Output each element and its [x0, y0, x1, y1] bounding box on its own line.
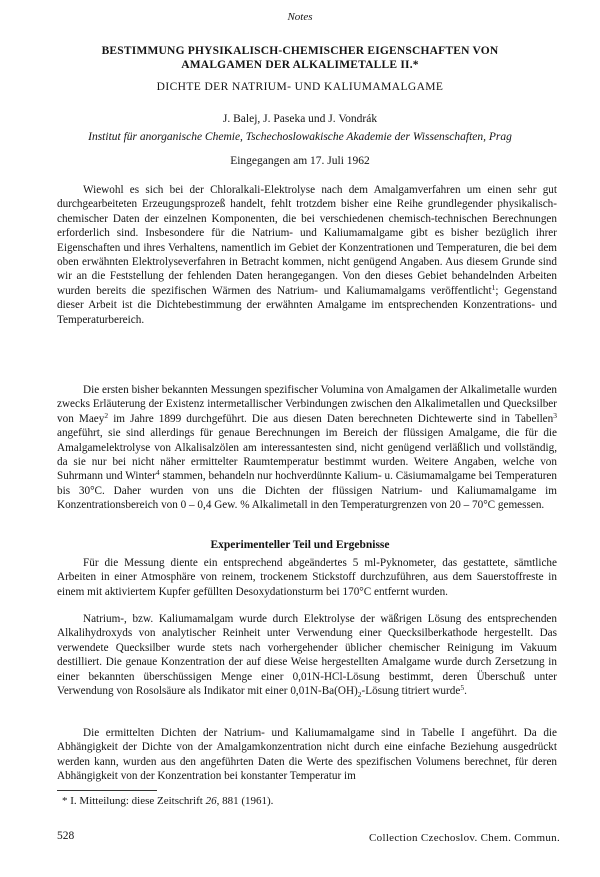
- paragraph-4: [57, 612, 557, 703]
- paragraph-2-text-b: im Jahre 1899 durchgeführt. Die aus diesen Daten berechneten Dichtewerte sind in Tabellen: [108, 412, 554, 425]
- footnote: [62, 795, 542, 807]
- paragraph-4-text-a: Natrium-, bzw. Kaliumamalgam wurde durch Elektrolyse der wäßrigen Lösung des entsprechenden Alkalihydroxyds von analytischer Reinheit unter Verwendung einer Quecksilberkathode hergestellt. Das verwendete Quecksilber wurde stets nach vorhergehender üblicher chemischer Reinigung im Vakuum destilliert. Die genaue Konzentration der auf diese Weise hergestellten Amalgame wurde durch Zersetzung in einer bekannten überschüssigen Menge einer 0,01N-HCl-Lösung bestimmt, deren Überschuß unter Verwendung von Rosolsäure als Indikator mit einer 0,01N-Ba(OH): [57, 613, 557, 698]
- reference-4: 4: [155, 468, 160, 478]
- paragraph-2-text-c: angeführt, sie sind allerdings für genaue Berechnungen im Bereich der flüssigen Amalgame, die für die Amalgamelektrolyse von Alkalisalzölen am interessantesten sind, nicht genügend verläßlich und vollständig, da sie nur bei nicht näher ermittelter Raumtemperatur bestimmt wurden. Weitere Angaben, welche von Suhrmann und Winter: [57, 427, 557, 483]
- title-line-1: BESTIMMUNG PHYSIKALISCH-CHEMISCHER EIGENSCHAFTEN VON: [101, 45, 499, 57]
- subtitle: DICHTE DER NATRIUM- UND KALIUMAMALGAME: [156, 81, 444, 93]
- institute: Institut für anorganische Chemie, Tschechoslowakische Akademie der Wissenschaften, Prag: [88, 131, 512, 143]
- page-number: 528: [57, 830, 75, 842]
- running-head: Notes: [287, 11, 313, 23]
- footnote-prefix: * I. Mitteilung: diese Zeitschrift: [62, 795, 206, 807]
- authors: J. Balej, J. Paseka und J. Vondrák: [222, 113, 378, 125]
- reference-3: 3: [553, 410, 557, 420]
- paragraph-1: [57, 183, 557, 327]
- reference-5: 5: [460, 683, 465, 693]
- journal-name: Collection Czechoslov. Chem. Commun.: [369, 832, 560, 844]
- title-line-2: AMALGAMEN DER ALKALIMETALLE II.*: [181, 59, 419, 71]
- received-date: Eingegangen am 17. Juli 1962: [230, 155, 370, 167]
- paragraph-1-text: Wiewohl es sich bei der Chloralkali-Elektrolyse nach dem Amalgamverfahren um einen sehr gut durchgearbeiteten Erzeugungsprozeß handelt, fehlt trotzdem bisher eine Reihe grundlegender physikalisch-chemischer Daten der einzelnen Komponenten, die bei verschiedenen chemisch-technischen Berechnungen erforderlich sind. Insbesondere für die Natrium- und Kaliumamalgame gibt es bisher bezüglich ihrer Eigenschaften und ihres Verhaltens, namentlich im Gebiet der Konzentrationen und Temperaturen, die bei dem oben erwähnten Elektrolyseverfahren in Betracht kommen, nicht genügend Angaben. Aus diesem Grunde sind wir an die Feststellung der fehlenden Daten herangegangen. Von den dieses Gebiet behandelnden Arbeiten wurden bereits die spezifischen Wärmen des Natrium- und Kaliumamalgams veröffentlicht: [57, 184, 557, 297]
- section-heading: Experimenteller Teil und Ergebnisse: [210, 539, 390, 551]
- paragraph-2: [57, 383, 557, 513]
- footnote-rest: , 881 (1961).: [216, 795, 274, 807]
- subscript-2: 2: [357, 690, 362, 700]
- paragraph-4-text-c: .: [464, 685, 467, 698]
- footnote-volume: 26: [205, 795, 217, 807]
- paragraph-5-text: Die ermittelten Dichten der Natrium- und Kaliumamalgame sind in Tabelle I angeführt. Da die Abhängigkeit der Dichte von der Amalgamkonzentration nicht durch eine einfache Beziehung ausgedrückt werden kann, wurden aus den angeführten Daten die Werte des spezifischen Volumens berechnet, für deren Abhängigkeit von der Konzentration bei konstanter Temperatur im: [57, 727, 557, 783]
- paragraph-3-text: Für die Messung diente ein entsprechend abgeändertes 5 ml-Pyknometer, das gestattete, sämtliche Arbeiten in einer Atmosphäre von reinem, trockenem Stickstoff durchzuführen, aus dem Sauerstoffreste in einem mit aktiviertem Kupfer gefüllten Desoxydationsturm bei 170°C entfernt wurden.: [57, 557, 557, 598]
- paragraph-5: [57, 726, 557, 784]
- paragraph-2-text-d: stammen, behandeln nur hochverdünnte Kalium- u. Cäsiumamalgame bei Temperaturen bis 30°C. Daher wurden von uns die Dichten der flüssigen Natrium- und Kaliumamalgame im Konzentrationsbereich von 0 – 0,4 Gew. % Alkalimetall in den Temperaturgrenzen von 20 – 70°C gemessen.: [57, 470, 557, 512]
- paragraph-1-end: ; Gegenstand dieser Arbeit ist die Dichtebestimmung der erwähnten Amalgame im entsprechenden Konzentrations- und Temperaturbereich.: [57, 284, 558, 326]
- paragraph-4-text-b: -Lösung titriert wurde: [361, 685, 461, 698]
- paragraph-2-text-a: Die ersten bisher bekannten Messungen spezifischer Volumina von Amalgamen der Alkalimetalle wurden zwecks Erläuterung der Existenz intermetallischer Verbindungen zwischen den Alkalimetallen und Quecksilber von Maey: [57, 384, 557, 425]
- reference-1: 1: [491, 282, 496, 292]
- paragraph-3: [57, 556, 557, 599]
- footnote-divider: [57, 790, 157, 791]
- reference-2: 2: [104, 410, 109, 420]
